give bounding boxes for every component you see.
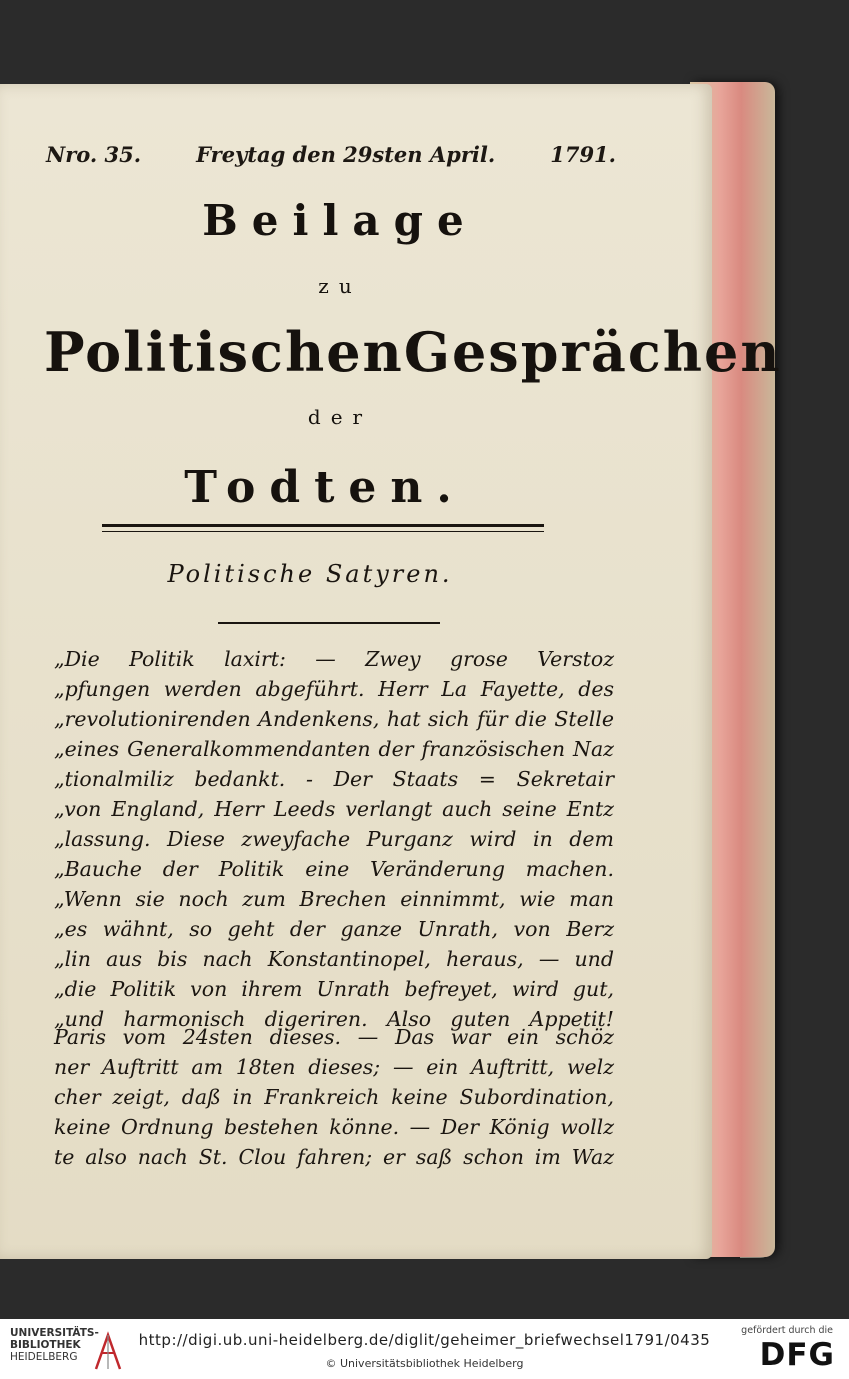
- paragraph-satire: [54, 644, 614, 1034]
- page-header: [46, 142, 616, 167]
- copyright-notice: © Universitätsbibliothek Heidelberg: [325, 1357, 524, 1370]
- section-subtitle: Politische Satyren.: [167, 560, 453, 588]
- text-line: „Die Politik laxirt: — Zwey grose Verstoz: [54, 647, 614, 671]
- footer-bar: [0, 1319, 849, 1379]
- permalink-url[interactable]: http://digi.ub.uni-heidelberg.de/diglit/geheimer_briefwechsel1791/0435: [138, 1331, 711, 1349]
- text-line: „von England, Herr Leeds verlangt auch seine Entz: [54, 797, 614, 821]
- logo-line-1: UNIVERSITÄTS-: [10, 1327, 99, 1339]
- title-divider: [102, 524, 544, 532]
- text-line: „lassung. Diese zweyfache Purganz wird in dem: [54, 827, 614, 851]
- text-line: „revolutionirenden Andenkens, hat sich für die Stelle: [54, 707, 614, 731]
- text-line: „pfungen werden abgeführt. Herr La Fayette, des: [54, 677, 614, 701]
- text-line: „Bauche der Politik eine Veränderung machen.: [54, 857, 614, 881]
- issue-year: 1791.: [550, 142, 616, 167]
- text-line: keine Ordnung bestehen könne. — Der König wollz: [54, 1115, 614, 1139]
- text-line: „lin aus bis nach Konstantinopel, heraus, — und: [54, 947, 614, 971]
- text-line: „die Politik von ihrem Unrath befreyet, wird gut,: [54, 977, 614, 1001]
- text-line: „es wähnt, so geht der ganze Unrath, von Berz: [54, 917, 614, 941]
- title-der: der: [307, 405, 373, 429]
- title-todten: Todten.: [184, 462, 466, 513]
- paragraph-paris: [54, 1022, 614, 1172]
- issue-date: Freytag den 29sten April.: [196, 142, 496, 167]
- logo-line-2: BIBLIOTHEK: [10, 1339, 81, 1351]
- text-line: „und harmonisch digeriren. Also guten Appetit!: [54, 1007, 614, 1031]
- issue-number: Nro. 35.: [46, 142, 142, 167]
- funding-note: gefördert durch die: [741, 1325, 833, 1336]
- text-line: te also nach St. Clou fahren; er saß schon im Waz: [54, 1145, 614, 1169]
- text-line: „eines Generalkommendanten der französischen Naz: [54, 737, 614, 761]
- title-zu: zu: [318, 274, 362, 298]
- text-line: „tionalmiliz bedankt. - Der Staats = Sekretair: [54, 767, 614, 791]
- text-line: cher zeigt, daß in Frankreich keine Subordination,: [54, 1085, 614, 1109]
- subtitle-divider: [218, 622, 440, 624]
- title-main: [44, 320, 782, 384]
- title-beilage: Beilage: [202, 196, 478, 245]
- text-line: „Wenn sie noch zum Brechen einnimmt, wie man: [54, 887, 614, 911]
- text-line: ner Auftritt am 18ten dieses; — ein Auftritt, welz: [54, 1055, 614, 1079]
- dfg-logo[interactable]: DFG: [759, 1337, 835, 1373]
- title-word-politischen: Politischen: [44, 320, 404, 384]
- text-line: Paris vom 24sten dieses. — Das war ein schöz: [54, 1025, 614, 1049]
- logo-line-3: HEIDELBERG: [10, 1351, 78, 1363]
- title-word-gespraechen: Gesprächen: [403, 320, 782, 384]
